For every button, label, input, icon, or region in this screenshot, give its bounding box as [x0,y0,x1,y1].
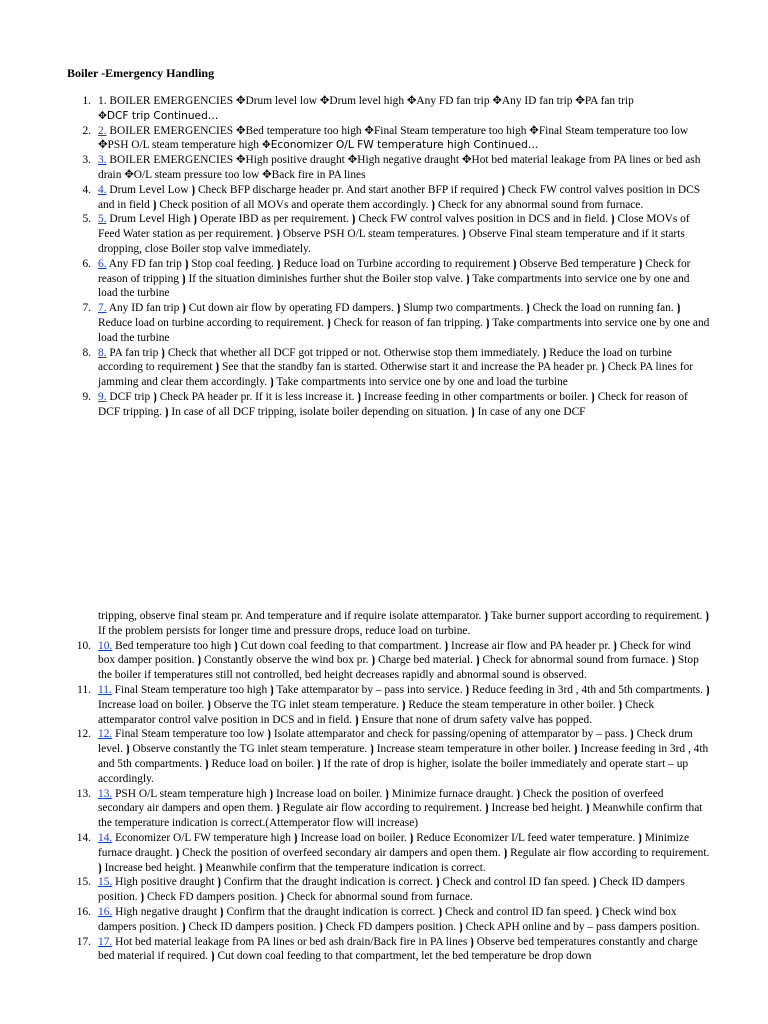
item-continued: ✥DCF trip Continued… [98,109,219,122]
item-link[interactable]: 16. [98,905,113,918]
item-text: Any FD fan trip ⦘ Stop coal feeding. ⦘ Reduce load on Turbine according to requirement ⦘ Observe Bed temperature ⦘ Check for reason of tripping ⦘ If the situation diminishes further shut the Boiler stop valve. ⦘ Take compartments into service one by one and load the turbine [98,257,691,300]
item-link[interactable]: 12. [98,728,113,741]
item-number: 6. [82,257,91,270]
item-text: Any ID fan trip ⦘ Cut down air flow by operating FD dampers. ⦘ Slump two compartments. ⦘ Check the load on running fan. ⦘ Reduce load on turbine according to requirement. ⦘ Check for reason of fan tripping. ⦘ Take compartments into service one by one and load the turbine [98,302,710,344]
item-number: 16. [76,905,91,918]
item-link[interactable]: 9. [98,390,107,403]
item-link[interactable]: 11. [98,683,112,696]
item-link[interactable]: 10. [98,639,113,652]
item-link[interactable]: 7. [98,302,107,315]
item-text: 1. BOILER EMERGENCIES ✥Drum level low ✥Drum level high ✥Any FD fan trip ✥Any ID fan trip ✥PA fan trip [98,95,634,107]
item-number: 8. [82,346,91,359]
item-number: 3. [82,154,91,167]
item-text: Economizer O/L FW temperature high ⦘ Increase load on boiler. ⦘ Reduce Economizer I/L feed water temperature. ⦘ Minimize furnace draught. ⦘ Check the position of overfeed secondary air dampers and open them. ⦘ Regulate air flow according to requirement. ⦘ Increase bed height. ⦘ Meanwhile confirm that the temperature indication is correct. [98,831,710,874]
item-number: 14. [76,831,91,844]
item-link[interactable]: 13. [98,787,113,800]
item-number: 7. [82,302,91,315]
item-text: Drum Level High ⦘ Operate IBD as per requirement. ⦘ Check FW control valves position in DCS and in field. ⦘ Close MOVs of Feed Water station as per requirement. ⦘ Observe PSH O/L steam temperatures. ⦘ Observe Final steam temperature and if it starts dropping, close Boiler stop valve immediately. [98,213,690,255]
item-link[interactable]: 17. [98,935,113,948]
item-link[interactable]: 5. [98,213,107,226]
item-continued: ✥Economizer O/L FW temperature high Continued… [261,139,539,152]
item-link[interactable]: 2. [98,124,107,137]
item-text: BOILER EMERGENCIES ✥High positive draught ✥High negative draught ✥Hot bed material leakage from PA lines or bed ash drain ✥O/L steam pressure too low ✥Back fire in PA lines [98,154,701,181]
item-text: Hot bed material leakage from PA lines or bed ash drain/Back fire in PA lines ⦘ Observe bed temperatures constantly and charge bed material if required. ⦘ Cut down coal feeding to that compartment, let the bed temperature be drop down [98,935,698,963]
item-text: PSH O/L steam temperature high ⦘ Increase load on boiler. ⦘ Minimize furnace draught. ⦘ Check the position of overfeed secondary air dampers and open them. ⦘ Regulate air flow according to requirement. ⦘ Increase bed height. ⦘ Meanwhile confirm that the temperature indication is correct.(Attemperator flow will increase) [98,787,703,830]
list-item [60,727,710,786]
item-number: 15. [76,876,91,889]
item-link[interactable]: 6. [98,257,107,270]
list-item [60,94,710,124]
list-item [60,683,710,727]
item-link[interactable]: 14. [98,831,113,844]
list-item [60,183,710,213]
item-number: 4. [82,183,91,196]
item-link[interactable]: 3. [98,154,107,167]
document-title: Boiler -Emergency Handling [67,66,215,80]
list-item [60,257,710,301]
list-item [60,153,710,183]
list-item [60,124,710,154]
item-number: 11. [77,683,91,696]
list-item [60,390,710,420]
list-item [60,301,710,345]
list-item [60,346,710,390]
item-text: High negative draught ⦘ Confirm that the draught indication is correct. ⦘ Check and control ID fan speed. ⦘ Check wind box dampers position. ⦘ Check ID dampers position. ⦘ Check FD dampers position. ⦘ Check APH online and by – pass dampers position. [98,905,700,933]
item-link[interactable]: 15. [98,876,113,889]
item-number: 2. [82,124,91,137]
list-item [60,875,710,905]
emergency-list-part2 [60,609,710,964]
list-item [60,905,710,935]
item-link[interactable]: 4. [98,183,107,196]
emergency-list-part1 [60,94,710,420]
item-text: DCF trip ⦘ Check PA header pr. If it is less increase it. ⦘ Increase feeding in other compartments or boiler. ⦘ Check for reason of DCF tripping. ⦘ In case of all DCF tripping, isolate boiler depending on situation. ⦘ In case of any one DCF [98,390,688,418]
item-text: Drum Level Low ⦘ Check BFP discharge header pr. And start another BFP if required ⦘ Check FW control valves position in DCS and in field ⦘ Check position of all MOVs and operate them accordingly. ⦘ Check for any abnormal sound from furnace. [98,183,701,211]
item-text: High positive draught ⦘ Confirm that the draught indication is correct. ⦘ Check and control ID fan speed. ⦘ Check ID dampers position. ⦘ Check FD dampers position. ⦘ Check for abnormal sound from furnace. [98,876,685,904]
item-link[interactable]: 8. [98,346,107,359]
item-text: Bed temperature too high ⦘ Cut down coal feeding to that compartment. ⦘ Increase air flow and PA header pr. ⦘ Check for wind box damper position. ⦘ Constantly observe the wind box pr. ⦘ Charge bed material. ⦘ Check for abnormal sound from furnace. ⦘ Stop the boiler if temperatures still not controlled, bed height decreases rapidly and abnormal sound is observed. [98,639,699,682]
list-item [60,212,710,256]
list-item [60,787,710,831]
item-text: Final Steam temperature too high ⦘ Take attemparator by – pass into service. ⦘ Reduce feeding in 3rd , 4th and 5th compartments. ⦘ Increase load on boiler. ⦘ Observe the TG inlet steam temperature. ⦘ Reduce the steam temperature in other boiler. ⦘ Check attemparator control valve position in DCS and in field. ⦘ Ensure that none of drum safety valve has popped. [98,683,710,726]
list-item [60,935,710,965]
item-number: 5. [82,213,91,226]
item-number: 13. [76,787,91,800]
list-item [60,639,710,683]
item-text: PA fan trip ⦘ Check that whether all DCF got tripped or not. Otherwise stop them immediately. ⦘ Reduce the load on turbine according to requirement ⦘ See that the standby fan is started. Otherwise start it and increase the PA header pr. ⦘ Check PA lines for jamming and clear them accordingly. ⦘ Take compartments into service one by one and load the turbine [98,346,694,389]
item-text: BOILER EMERGENCIES ✥Bed temperature too high ✥Final Steam temperature too high ✥Final Steam temperature too low ✥PSH O/L steam temperature high [98,124,689,152]
item-number: 9. [82,390,91,403]
item-number: 10. [76,639,91,652]
continuation-text: tripping, observe final steam pr. And temperature and if require isolate attemparator. ⦘ Take burner support according to requirement. ⦘ If the problem persists for longer time and pressure drops, reduce load on turbine. [98,610,710,637]
item-number: 12. [76,728,91,741]
item-number: 17. [76,935,91,948]
list-item [60,831,710,875]
item-number: 1. [82,95,91,107]
item-text: Final Steam temperature too low ⦘ Isolate attemparator and check for passing/opening of attemparator by – pass. ⦘ Check drum level. ⦘ Observe constantly the TG inlet steam temperature. ⦘ Increase steam temperature in other boiler. ⦘ Increase feeding in 3rd , 4th and 5th compartments. ⦘ Reduce load on boiler. ⦘ If the rate of drop is higher, isolate the boiler immediately and operate start – up accordingly. [98,728,709,785]
